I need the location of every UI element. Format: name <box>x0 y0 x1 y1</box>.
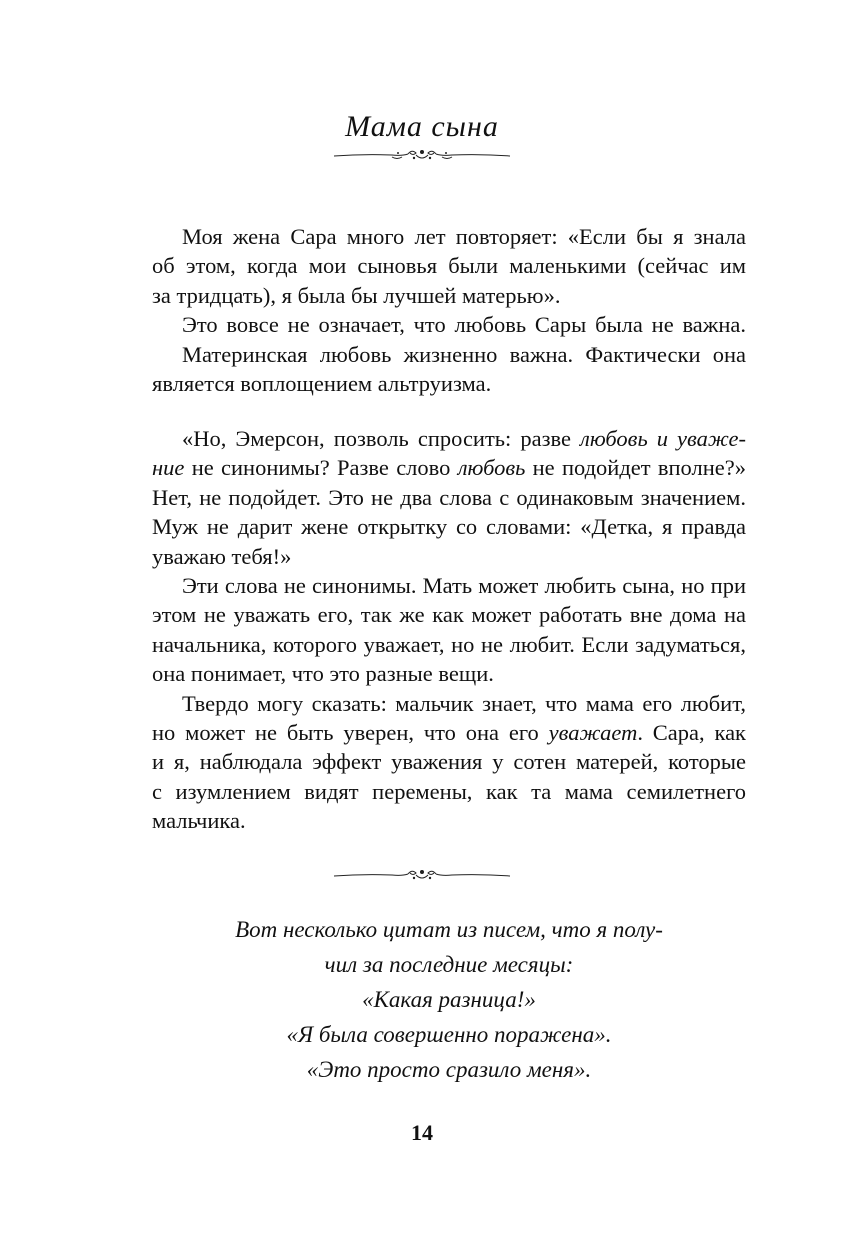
text-run: «Но, Эмерсон, позволь спросить: разве <box>182 426 581 451</box>
quote-line: «Это просто сразило меня». <box>306 1057 592 1082</box>
italic-run: любовь и уваже- <box>580 426 746 451</box>
text-line: этом не уважать его, так же как может работать вне дома на <box>152 602 746 628</box>
text-line: с изумлением видят перемены, как та мама семилетнего <box>152 778 746 804</box>
page-number: 14 <box>411 1120 433 1145</box>
flourish-divider-icon <box>332 866 512 884</box>
text-line: Это вовсе не означает, что любовь Сары была не важна. <box>182 312 746 338</box>
quote-intro-line: чил за последние месяцы: <box>324 952 574 977</box>
text-line <box>152 424 746 453</box>
text-line: об этом, когда мои сыновья были маленькими (сейчас им <box>152 253 746 279</box>
text-line: Эти слова не синонимы. Мать может любить сына, но при <box>182 572 746 598</box>
text-line: начальника, которого уважает, но не любит. Если задуматься, <box>152 631 746 657</box>
text-line: Материнская любовь жизненно важна. Фактически она <box>182 341 746 367</box>
quote-line: «Я была совершенно поражена». <box>286 1022 612 1047</box>
text-line: Нет, не подойдет. Это не два слова с одинаковым значением. <box>152 484 746 510</box>
text-line <box>152 453 746 482</box>
text-line: и я, наблюдала эффект уважения у сотен матерей, которые <box>152 749 746 775</box>
flourish-divider-icon <box>332 146 512 164</box>
text-line: Твердо могу сказать: мальчик знает, что мама его любит, <box>182 690 746 716</box>
paragraph-block-1 <box>152 222 746 398</box>
text-line: за тридцать), я была бы лучшей матерью». <box>152 282 561 308</box>
text-line: является воплощением альтруизма. <box>152 370 492 396</box>
quote-line: «Какая разница!» <box>362 987 536 1012</box>
text-line <box>152 718 746 747</box>
text-line: мальчика. <box>152 808 246 834</box>
text-line: она понимает, что это разные вещи. <box>152 661 494 687</box>
italic-run: любовь <box>457 455 526 481</box>
quotes-block <box>152 912 746 1087</box>
text-line: Муж не дарит жене открытку со словами: «Детка, я правда <box>152 514 746 540</box>
text-run: но может не быть уверен, что она его <box>152 719 549 745</box>
text-run: . Сара, как <box>637 719 746 745</box>
paragraph-block-2 <box>152 424 746 835</box>
text-run: не подойдет вполне?» <box>525 455 746 481</box>
text-line: Моя жена Сара много лет повторяет: «Если бы я знала <box>182 224 746 249</box>
italic-run: ние <box>152 455 185 481</box>
text-run: не синонимы? Разве слово <box>184 455 458 481</box>
running-header-title: Мама сына <box>345 110 499 143</box>
quote-intro-line: Вот несколько цитат из писем, что я полу- <box>235 917 663 942</box>
text-line: уважаю тебя!» <box>152 543 292 569</box>
italic-run: уважает <box>548 719 638 745</box>
